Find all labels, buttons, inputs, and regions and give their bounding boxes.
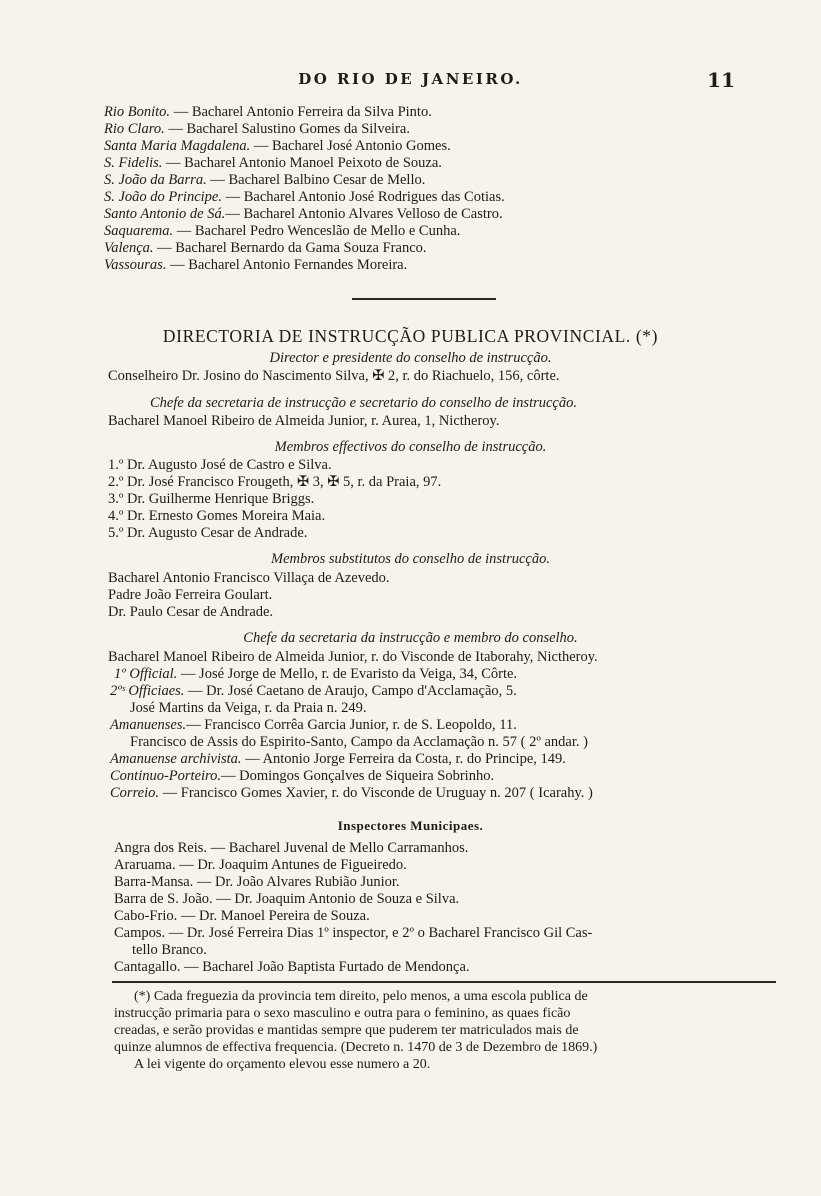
chefe-line: Bacharel Manoel Ribeiro de Almeida Junior, r. Aurea, 1, Nictheroy. [108,413,500,429]
staff-line: Amanuense archivista. — Antonio Jorge Ferreira da Costa, r. do Principe, 149. [110,751,566,767]
district-line: Rio Bonito. — Bacharel Antonio Ferreira da Silva Pinto. [104,104,432,120]
efectivos-caption: Membros effectivos do conselho de instrucção. [274,439,547,455]
member-line: 5.º Dr. Augusto Cesar de Andrade. [108,525,308,541]
member-line: 4.º Dr. Ernesto Gomes Moreira Maia. [108,508,326,524]
substitute-line: Bacharel Antonio Francisco Villaça de Azevedo. [108,570,390,586]
footnote-line: creadas, e serão providas e mantidas sempre que puderem ter matriculados mais de [114,1023,579,1038]
footnote-line: A lei vigente do orçamento elevou esse numero a 20. [134,1057,431,1072]
director-line: Conselheiro Dr. Josino do Nascimento Silva, ✠ 2, r. do Riachuelo, 156, côrte. [108,368,560,384]
district-line: Saquarema. — Bacharel Pedro Wenceslão de Mello e Cunha. [104,223,461,239]
district-line: Santa Maria Magdalena. — Bacharel José Antonio Gomes. [104,138,451,154]
inspector-line: Cantagallo. — Bacharel João Baptista Furtado de Mendonça. [114,959,470,975]
inspector-line: Barra de S. João. — Dr. Joaquim Antonio de Souza e Silva. [114,891,460,907]
inspector-line: Barra-Mansa. — Dr. João Alvares Rubião Junior. [114,874,400,890]
section-divider [352,298,496,300]
inspectores-heading: Inspectores Municipaes. [337,818,484,833]
staff-line: José Martins da Veiga, r. da Praia n. 249. [130,700,367,716]
running-title: DO RIO DE JANEIRO. [298,70,523,88]
staff-line: Amanuenses.— Francisco Corrêa Garcia Junior, r. de S. Leopoldo, 11. [110,717,517,733]
footnote-rule [112,981,776,983]
member-line: 3.º Dr. Guilherme Henrique Briggs. [108,491,315,507]
substitute-line: Dr. Paulo Cesar de Andrade. [108,604,274,620]
inspector-line: tello Branco. [132,942,207,958]
staff-line: Bacharel Manoel Ribeiro de Almeida Junior, r. do Visconde de Itaborahy, Nictheroy. [108,649,598,665]
substitutos-caption: Membros substitutos do conselho de instrucção. [271,551,550,567]
footnote-line: instrucção primaria para o sexo masculino e outra para o feminino, as quaes ficão [114,1006,571,1021]
district-line: S. João da Barra. — Bacharel Balbino Cesar de Mello. [104,172,426,188]
substitute-line: Padre João Ferreira Goulart. [108,587,273,603]
member-line: 1.º Dr. Augusto José de Castro e Silva. [108,457,332,473]
page-header [0,70,821,94]
staff-line: 2ºˢ Officiaes. — Dr. José Caetano de Araujo, Campo d'Acclamação, 5. [110,683,517,699]
district-line: Vassouras. — Bacharel Antonio Fernandes Moreira. [104,257,408,273]
staff-line: 1º Official. — José Jorge de Mello, r. de Evaristo da Veiga, 34, Côrte. [114,666,518,682]
district-line: S. Fidelis. — Bacharel Antonio Manoel Peixoto de Souza. [104,155,442,171]
district-line: S. João do Principe. — Bacharel Antonio José Rodrigues das Cotias. [104,189,505,205]
section-heading: DIRECTORIA DE INSTRUCÇÃO PUBLICA PROVINCIAL. (*) [162,326,659,346]
footnote-line: (*) Cada freguezia da provincia tem direito, pelo menos, a uma escola publica de [134,989,588,1004]
inspector-line: Cabo-Frio. — Dr. Manoel Pereira de Souza. [114,908,370,924]
district-line: Valença. — Bacharel Bernardo da Gama Souza Franco. [104,240,427,256]
district-line: Rio Claro. — Bacharel Salustino Gomes da Silveira. [104,121,410,137]
staff-line: Continuo-Porteiro.— Domingos Gonçalves de Siqueira Sobrinho. [110,768,495,784]
staff-line: Francisco de Assis do Espirito-Santo, Campo da Acclamação n. 57 ( 2º andar. ) [130,734,588,750]
chefe2-caption: Chefe da secretaria da instrucção e membro do conselho. [243,630,578,646]
inspector-line: Araruama. — Dr. Joaquim Antunes de Figueiredo. [114,857,407,873]
inspector-line: Campos. — Dr. José Ferreira Dias 1º inspector, e 2º o Bacharel Francisco Gil Cas- [114,925,593,941]
director-caption: Director e presidente do conselho de instrucção. [269,350,552,366]
staff-line: Correio. — Francisco Gomes Xavier, r. do Visconde de Uruguay n. 207 ( Icarahy. ) [110,785,593,801]
inspector-line: Angra dos Reis. — Bacharel Juvenal de Mello Carramanhos. [114,840,469,856]
member-line: 2.º Dr. José Francisco Frougeth, ✠ 3, ✠ 5, r. da Praia, 97. [108,474,442,490]
footnote-line: quinze alumnos de effectiva frequencia. (Decreto n. 1470 de 3 de Dezembro de 1869.) [114,1040,598,1055]
page-number: 11 [707,68,735,92]
chefe-caption: Chefe da secretaria de instrucção e secretario do conselho de instrucção. [150,395,577,411]
district-line: Santo Antonio de Sá.— Bacharel Antonio Alvares Velloso de Castro. [104,206,503,222]
